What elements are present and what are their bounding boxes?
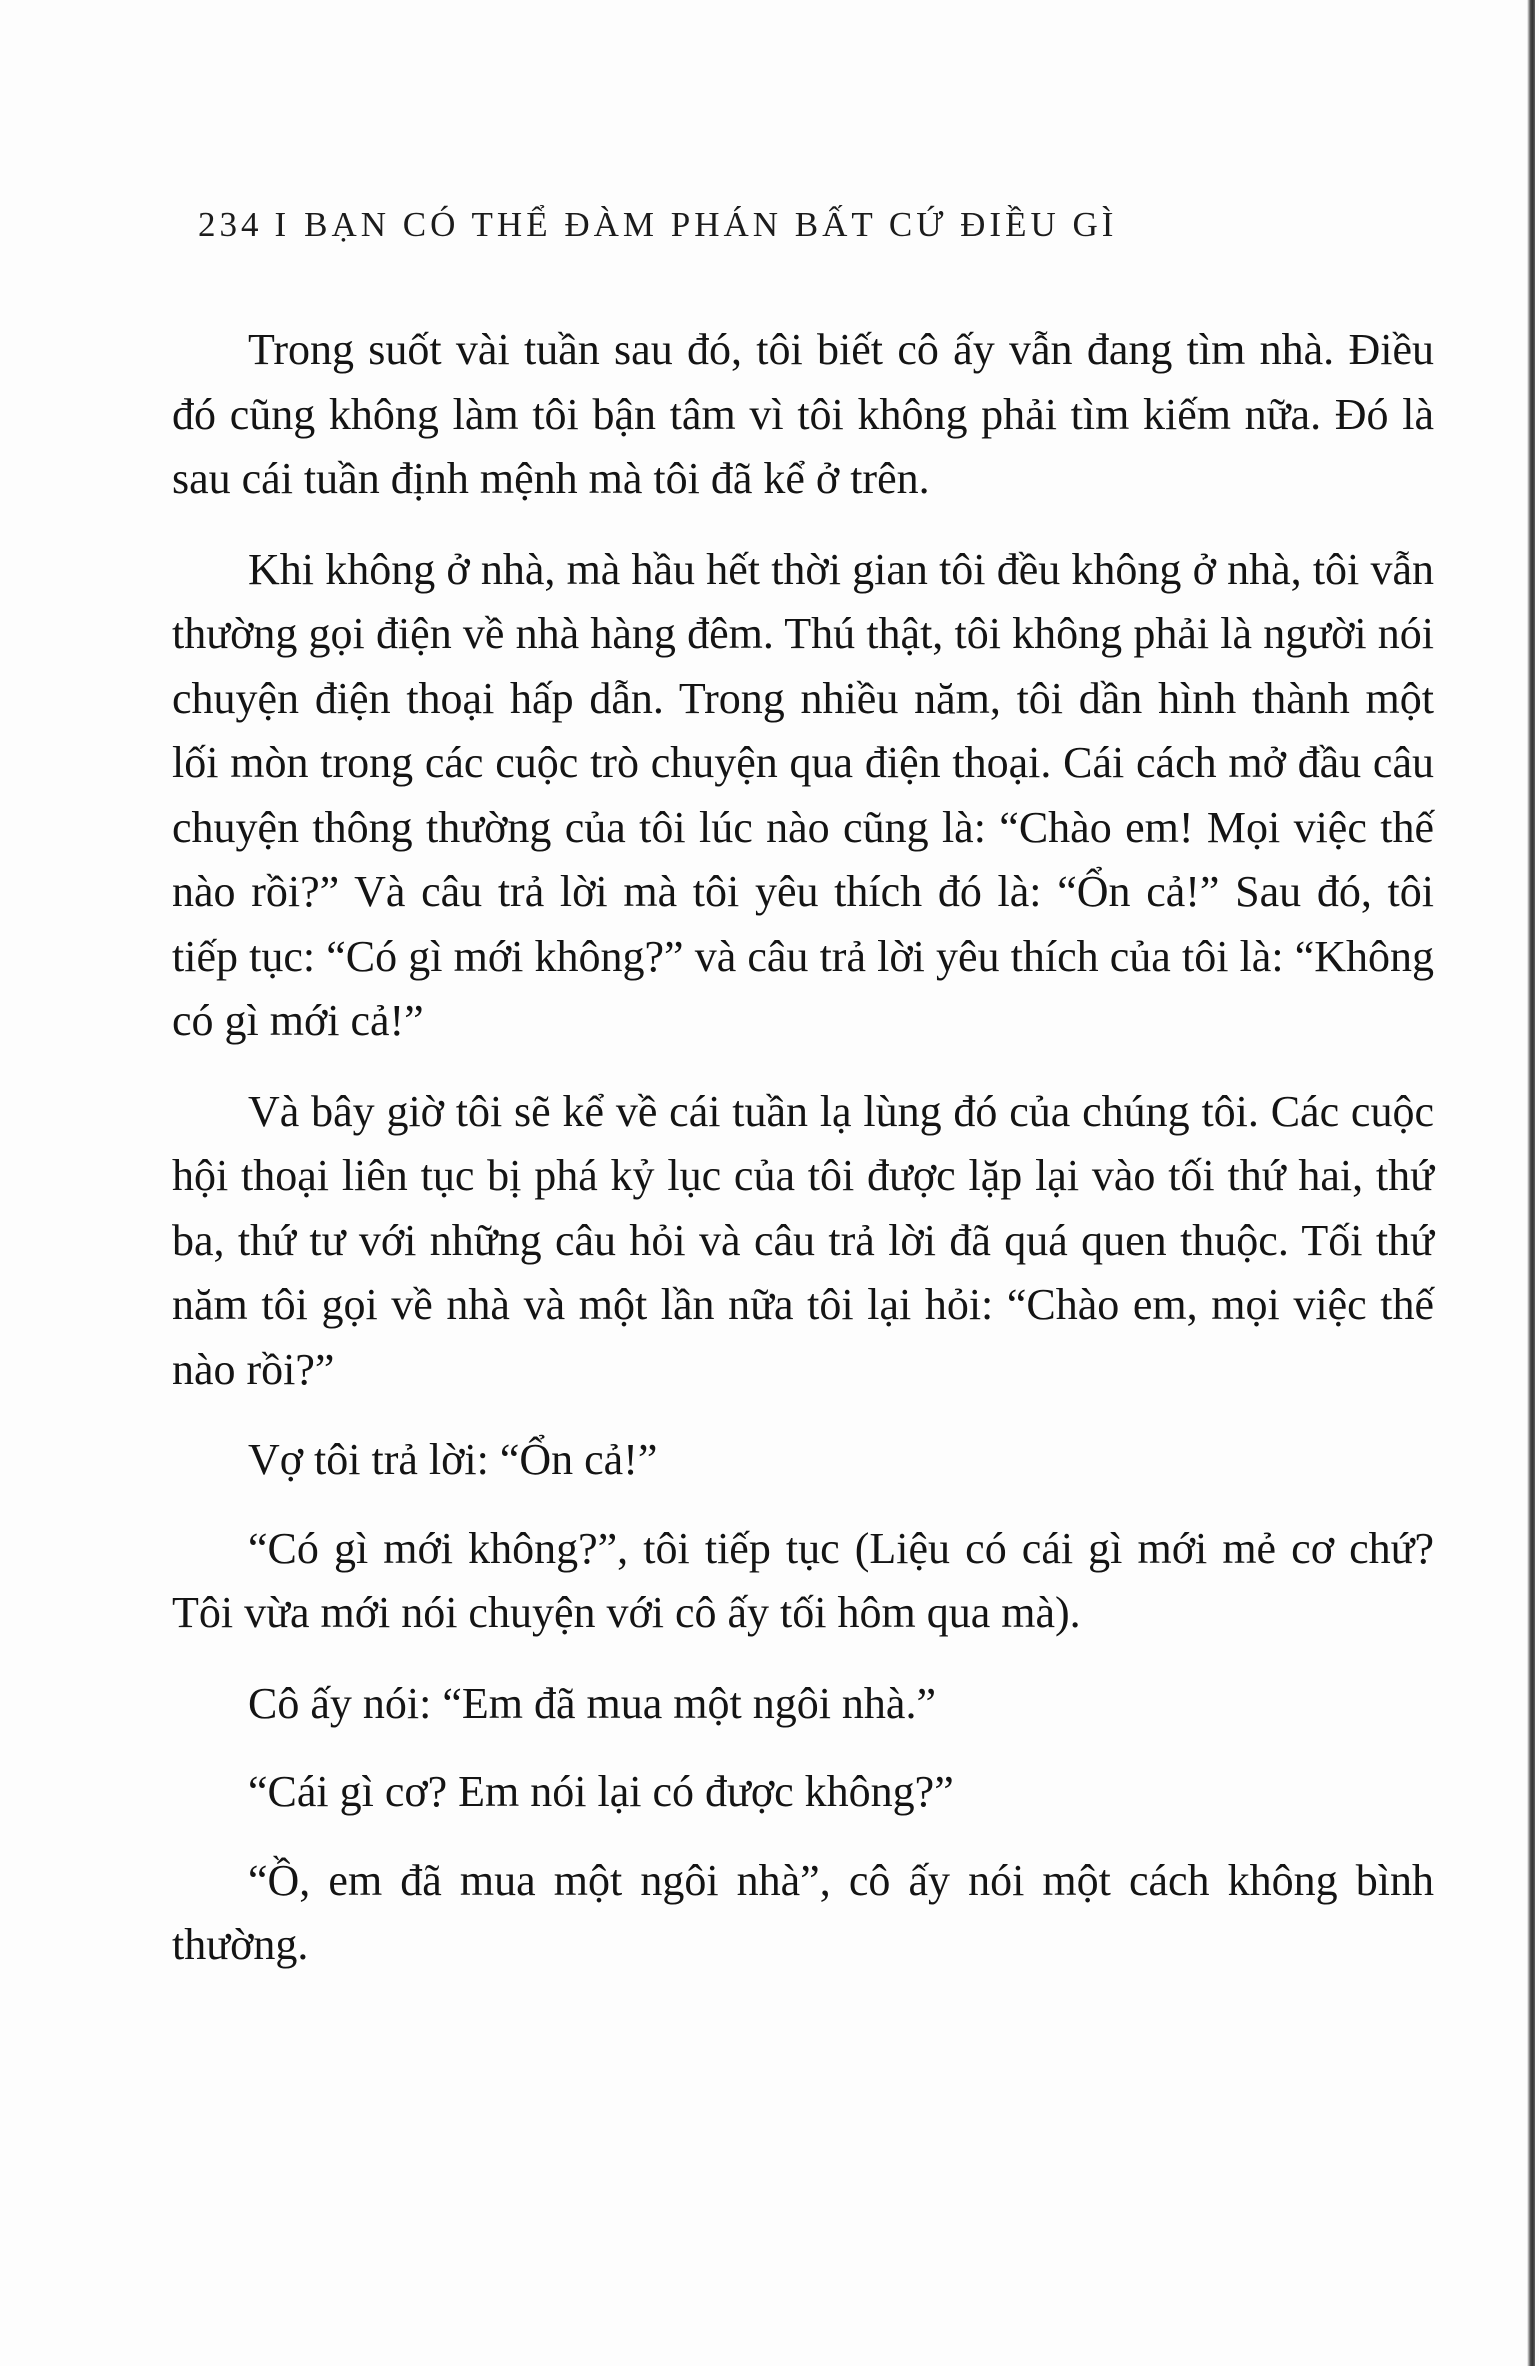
paragraph-8: “Ồ, em đã mua một ngôi nhà”, cô ấy nói một cách không bình thường. bbox=[172, 1855, 1434, 1969]
page-number: 234 bbox=[198, 205, 263, 244]
header-separator: I bbox=[274, 205, 291, 244]
scan-edge-mark bbox=[1527, 0, 1535, 2366]
paragraph-1: Trong suốt vài tuần sau đó, tôi biết cô ấy vẫn đang tìm nhà. Điều đó cũng không làm tôi bận tâm vì tôi không phải tìm kiếm nữa. Đó là sau cái tuần định mệnh mà tôi đã kể ở trên. bbox=[172, 325, 1434, 503]
running-header bbox=[198, 205, 1117, 245]
body-text bbox=[172, 318, 1434, 2004]
book-title: BẠN CÓ THỂ ĐÀM PHÁN BẤT CỨ ĐIỀU GÌ bbox=[304, 205, 1118, 244]
paragraph-4: Vợ tôi trả lời: “Ổn cả!” bbox=[248, 1435, 658, 1484]
paragraph-7: “Cái gì cơ? Em nói lại có được không?” bbox=[248, 1767, 954, 1816]
paragraph-2: Khi không ở nhà, mà hầu hết thời gian tôi đều không ở nhà, tôi vẫn thường gọi điện về nhà hàng đêm. Thú thật, tôi không phải là người nói chuyện điện thoại hấp dẫn. Trong nhiều năm, tôi dần hình thành một lối mòn trong các cuộc trò chuyện qua điện thoại. Cái cách mở đầu câu chuyện thông thường của tôi lúc nào cũng là: “Chào em! Mọi việc thế nào rồi?” Và câu trả lời mà tôi yêu thích đó là: “Ổn cả!” Sau đó, tôi tiếp tục: “Có gì mới không?” và câu trả lời yêu thích của tôi là: “Không có gì mới cả!” bbox=[172, 544, 1434, 1045]
paragraph-5: “Có gì mới không?”, tôi tiếp tục (Liệu có cái gì mới mẻ cơ chứ? Tôi vừa mới nói chuyện với cô ấy tối hôm qua mà). bbox=[172, 1523, 1434, 1637]
paragraph-6: Cô ấy nói: “Em đã mua một ngôi nhà.” bbox=[248, 1678, 936, 1728]
paragraph-3: Và bây giờ tôi sẽ kể về cái tuần lạ lùng đó của chúng tôi. Các cuộc hội thoại liên tục bị phá kỷ lục của tôi được lặp lại vào tối thứ hai, thứ ba, thứ tư với những câu hỏi và câu trả lời đã quá quen thuộc. Tối thứ năm tôi gọi về nhà và một lần nữa tôi lại hỏi: “Chào em, mọi việc thế nào rồi?” bbox=[172, 1086, 1434, 1394]
